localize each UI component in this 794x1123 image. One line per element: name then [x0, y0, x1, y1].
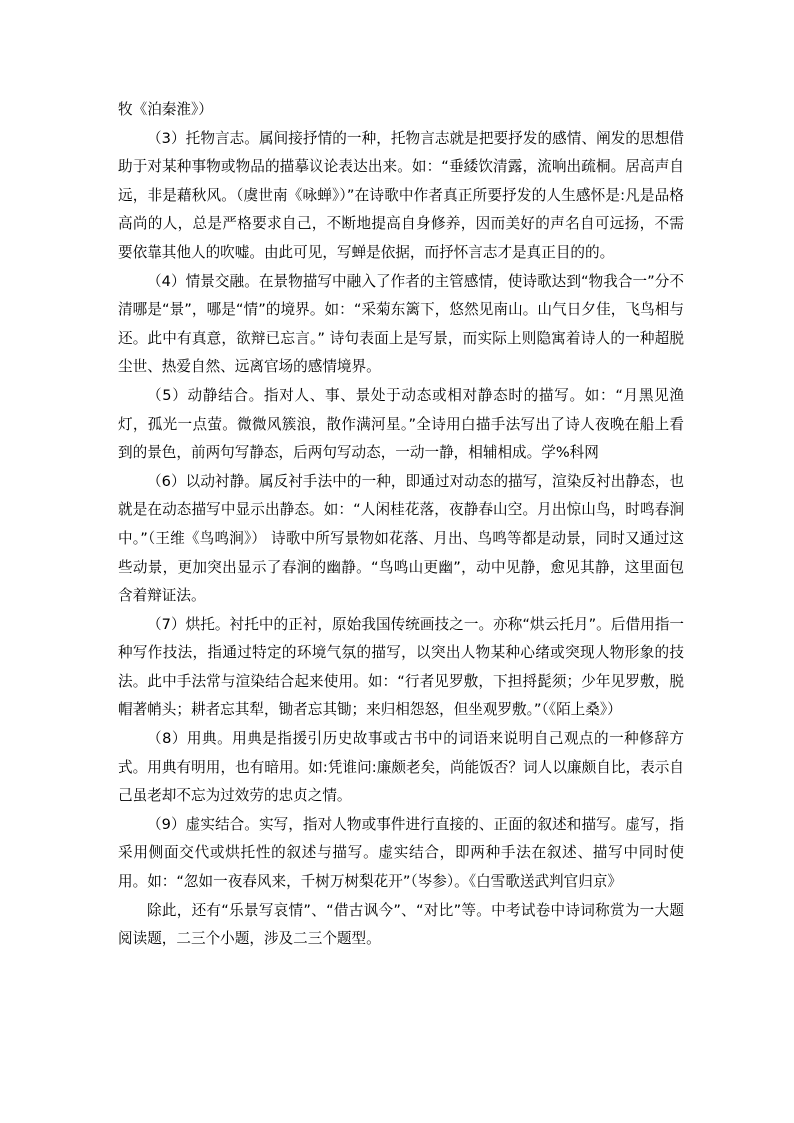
- paragraph-motion-stillness: （5）动静结合。指对人、事、景处于动态或相对静态时的描写。如：“月黑见渔灯，孤光一点萤。微微风簇浪，散作满河星。”全诗用白描手法写出了诗人夜晚在船上看到的景色，前两句写静态，后两句写动态，一动一静，相辅相成。学%科网: [118, 386, 684, 462]
- paragraph-motion-contrast: （6）以动衬静。属反衬手法中的一种，即通过对动态的描写，渲染反衬出静态，也就是在动态描写中显示出静态。如：“人闲桂花落，夜静春山空。月出惊山鸟，时鸣春涧中。”（王维《鸟鸣涧》） 诗歌中所写景物如花落、月出、鸟鸣等都是动景，同时又通过这些动景，更加突出显示了春涧的幽静。“鸟鸣山更幽”，动中见静，愈见其静，这里面包含着辩证法。: [118, 472, 684, 605]
- paragraph-symbolism: （3）托物言志。属间接抒情的一种，托物言志就是把要抒发的感情、阐发的思想借助于对某种事物或物品的描摹议论表达出来。如：“垂緌饮清露，流响出疏桐。居高声自远，非是藉秋风。（虞世南《咏蝉》）”在诗歌中作者真正所要抒发的人生感怀是:凡是品格高尚的人，总是严格要求自己，不断地提高自身修养，因而美好的声名自可远扬，不需要依靠其他人的吹嘘。由此可见，写蝉是依据，而抒怀言志才是真正目的的。: [118, 129, 684, 261]
- paragraph-setting-off: （7）烘托。衬托中的正衬，原始我国传统画技之一。亦称“烘云托月”。后借用指一种写作技法，指通过特定的环境气氛的描写，以突出人物某种心绪或突现人物形象的技法。此中手法常与渲染结合起来使用。如：“行者见罗敷，下担捋髭须；少年见罗敷，脱帽著帩头；耕者忘其犁，锄者忘其锄；来归相怨怒，但坐观罗敷。”（《陌上桑》）: [118, 615, 684, 719]
- document-body: [118, 96, 684, 954]
- paragraph-summary: 除此，还有“乐景写哀情”、“借古讽今”、“对比”等。中考试卷中诗词称赏为一大题阅读题，二三个小题，涉及二三个题型。: [118, 901, 684, 948]
- paragraph-real-virtual: （9）虚实结合。实写，指对人物或事件进行直接的、正面的叙述和描写。虚写，指采用侧面交代或烘托性的叙述与描写。虚实结合，即两种手法在叙述、描写中同时使用。如：“忽如一夜春风来，千树万树梨花开”（岑参）。《白雪歌送武判官归京》: [118, 815, 684, 891]
- paragraph-continuation: 牧《泊秦淮》）: [118, 101, 213, 118]
- paragraph-allusion: （8）用典。用典是指援引历史故事或古书中的词语来说明自己观点的一种修辞方式。用典有明用，也有暗用。如:凭谁问:廉颇老矣，尚能饭否？词人以廉颇自比，表示自己虽老却不忘为过效劳的忠贞之情。: [118, 730, 684, 805]
- paragraph-scene-emotion: （4）情景交融。在景物描写中融入了作者的主管感情，使诗歌达到“物我合一”分不清哪是“景”，哪是“情”的境界。如：“采菊东篱下，悠然见南山。山气日夕佳，飞鸟相与还。此中有真意，欲辩已忘言。” 诗句表面上是写景，而实际上则隐寓着诗人的一种超脱尘世、热爱自然、远离官场的感情境界。: [118, 272, 684, 376]
